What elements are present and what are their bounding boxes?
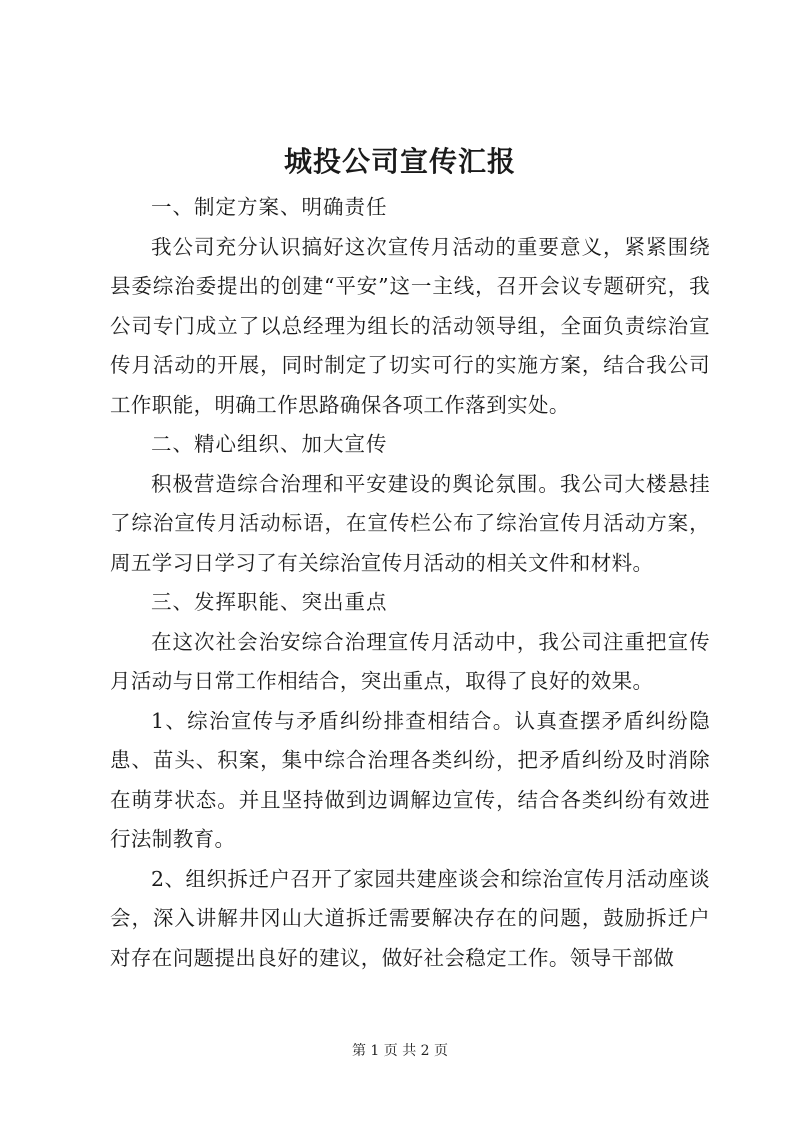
paragraph-1: 我公司充分认识搞好这次宣传月活动的重要意义，紧紧围绕县委综治委提出的创建“平安”这一主线，召开会议专题研究，我公司专门成立了以总经理为组长的活动领导组，全面负责综治宣传月活动的开展，同时制定了切实可行的实施方案，结合我公司工作职能，明确工作思路确保各项工作落到实处。: [110, 234, 710, 417]
paragraph-2: 积极营造综合治理和平安建设的舆论氛围。我公司大楼悬挂了综治宣传月活动标语，在宣传栏公布了综治宣传月活动方案，周五学习日学习了有关综治宣传月活动的相关文件和材料。: [110, 471, 710, 575]
document-title: 城投公司宣传汇报: [283, 145, 516, 178]
section-heading-1: 一、制定方案、明确责任: [151, 195, 388, 219]
section-heading-3: 三、发挥职能、突出重点: [151, 590, 388, 614]
section-heading-2: 二、精心组织、加大宣传: [151, 432, 388, 456]
paragraph-3: 在这次社会治安综合治理宣传月活动中，我公司注重把宣传月活动与日常工作相结合，突出重点，取得了良好的效果。: [110, 629, 710, 693]
page-footer: 第 1 页 共 2 页: [351, 1043, 449, 1059]
document-body: [110, 188, 710, 978]
paragraph-5: 2、组织拆迁户召开了家园共建座谈会和综治宣传月活动座谈会，深入讲解井冈山大道拆迁需要解决存在的问题，鼓励拆迁户对存在问题提出良好的建议，做好社会稳定工作。领导干部做: [110, 866, 710, 970]
paragraph-4: 1、综治宣传与矛盾纠纷排查相结合。认真查摆矛盾纠纷隐患、苗头、积案，集中综合治理各类纠纷，把矛盾纠纷及时消除在萌芽状态。并且坚持做到边调解边宣传，结合各类纠纷有效进行法制教育。: [110, 708, 710, 851]
